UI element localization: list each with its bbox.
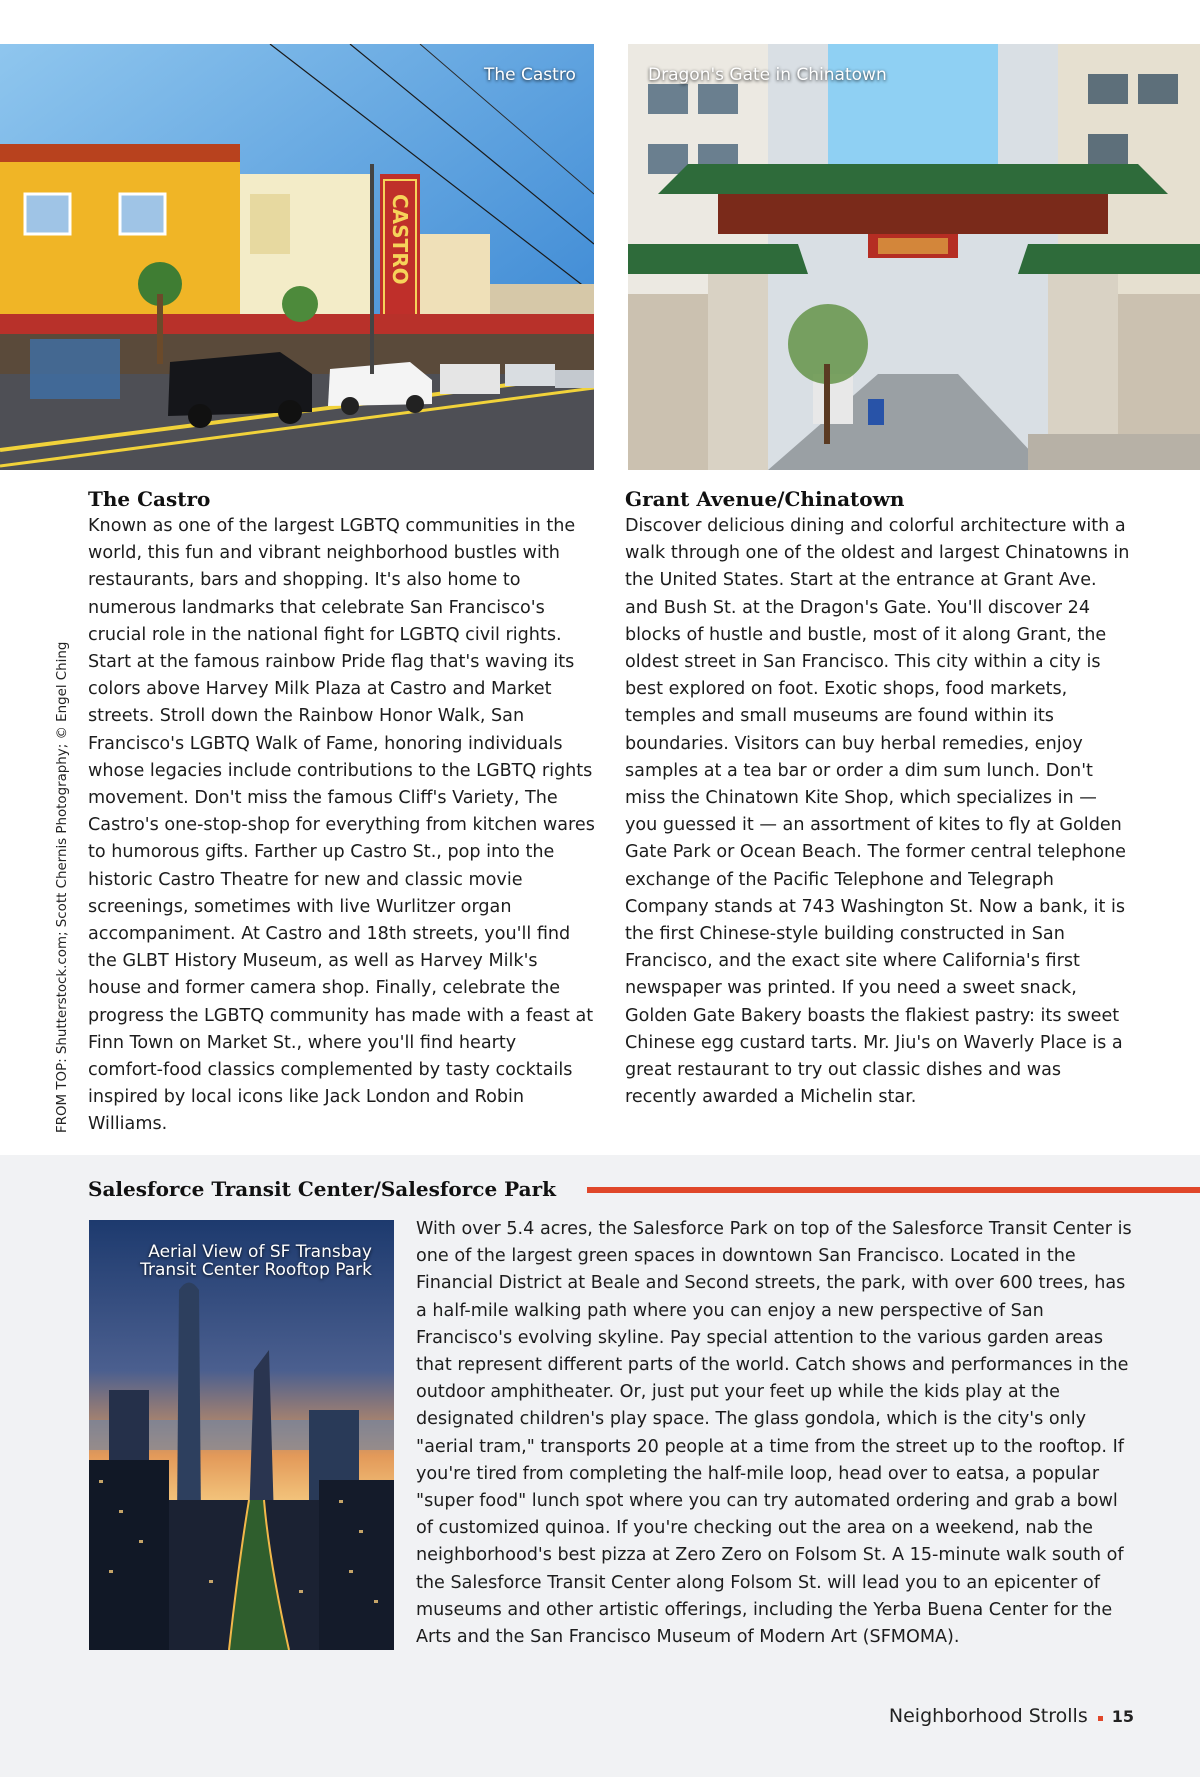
chinatown-body xyxy=(625,513,1133,1111)
chinatown-photo-caption: Dragon's Gate in Chinatown xyxy=(648,65,887,85)
page-number: 15 xyxy=(1111,1706,1134,1726)
section-name: Neighborhood Strolls xyxy=(888,1705,1088,1727)
castro-photo xyxy=(0,44,594,470)
castro-photo-caption: The Castro xyxy=(484,65,576,85)
accent-rule xyxy=(587,1187,1200,1193)
castro-body xyxy=(88,513,596,1139)
salesforce-photo xyxy=(89,1220,394,1650)
castro-heading: The Castro xyxy=(88,487,211,511)
chinatown-photo xyxy=(628,44,1200,470)
chinatown-paragraph: Discover delicious dining and colorful architecture with a walk through one of the oldest and largest Chinatowns in the United States. Start at the entrance at Grant Ave. and Bush St. at the Dragon's Gate. You'll discover 24 blocks of hustle and bustle, most of it along Grant, the oldest street in San Francisco. This city within a city is best explored on foot. Exotic shops, food markets, temples and small museums are found within its boundaries. Visitors can buy herbal remedies, enjoy samples at a tea bar or order a dim sum lunch. Don't miss the Chinatown Kite Shop, which specializes in — you guessed it — an assortment of kites to fly at Golden Gate Park or Ocean Beach. The former central telephone exchange of the Pacific Telephone and Telegraph Company stands at 743 Washington St. Now a bank, it is the first Chinese-style building constructed in San Francisco, and the exact site where California's first newspaper was printed. If you need a sweet snack, Golden Gate Bakery boasts the flakiest pastry: its sweet Chinese egg custard tarts. Mr. Jiu's on Waverly Place is a great restaurant to try out classic dishes and was recently awarded a Michelin star. xyxy=(625,516,1130,1108)
photo-credit: FROM TOP: Shutterstock.com; Scott Chernis Photography; © Engel Ching xyxy=(55,641,70,1133)
salesforce-photo-caption: Aerial View of SF Transbay Transit Center Rooftop Park xyxy=(140,1242,372,1280)
page-footer xyxy=(889,1705,1134,1727)
salesforce-heading: Salesforce Transit Center/Salesforce Park xyxy=(88,1177,557,1201)
footer-separator xyxy=(1098,1716,1103,1721)
salesforce-paragraph: With over 5.4 acres, the Salesforce Park on top of the Salesforce Transit Center is one of the largest green spaces in downtown San Francisco. Located in the Financial District at Beale and Second streets, the park, with over 600 trees, has a half-mile walking path where you can enjoy a new perspective of San Francisco's evolving skyline. Pay special attention to the various garden areas that represent different parts of the world. Catch shows and performances in the outdoor amphitheater. Or, just put your feet up while the kids play at the designated children's play space. The glass gondola, which is the city's only "aerial tram," transports 20 people at a time from the street up to the rooftop. If you're tired from completing the half-mile loop, head over to eatsa, a popular "super food" lunch spot where you can try automated ordering and grab a bowl of customized quinoa. If you're checking out the area on a weekend, nab the neighborhood's best pizza at Zero Zero on Folsom St. A 15-minute walk south of the Salesforce Transit Center along Folsom St. will lead you to an epicenter of museums and other artistic offerings, including the Yerba Buena Center for the Arts and the San Francisco Museum of Modern Art (SFMOMA). xyxy=(416,1219,1132,1648)
castro-sign: CASTRO xyxy=(388,194,412,285)
castro-paragraph: Known as one of the largest LGBTQ communities in the world, this fun and vibrant neighborhood bustles with restaurants, bars and shopping. It's also home to numerous landmarks that celebrate San Francisco's crucial role in the national fight for LGBTQ civil rights. Start at the famous rainbow Pride flag that's waving its colors above Harvey Milk Plaza at Castro and Market streets. Stroll down the Rainbow Honor Walk, San Francisco's LGBTQ Walk of Fame, honoring individuals whose legacies include contributions to the LGBTQ rights movement. Don't miss the famous Cliff's Variety, The Castro's one-stop-shop for everything from kitchen wares to humorous gifts. Farther up Castro St., pop into the historic Castro Theatre for new and classic movie screenings, sometimes with live Wurlitzer organ accompaniment. At Castro and 18th streets, you'll find the GLBT History Museum, as well as Harvey Milk's house and former camera shop. Finally, celebrate the progress the LGBTQ community has made with a feast at Finn Town on Market St., where you'll find hearty comfort-food classics complemented by tasty cocktails inspired by local icons like Jack London and Robin Williams. xyxy=(88,516,595,1135)
chinatown-heading: Grant Avenue/Chinatown xyxy=(625,487,905,511)
salesforce-body xyxy=(416,1216,1132,1651)
